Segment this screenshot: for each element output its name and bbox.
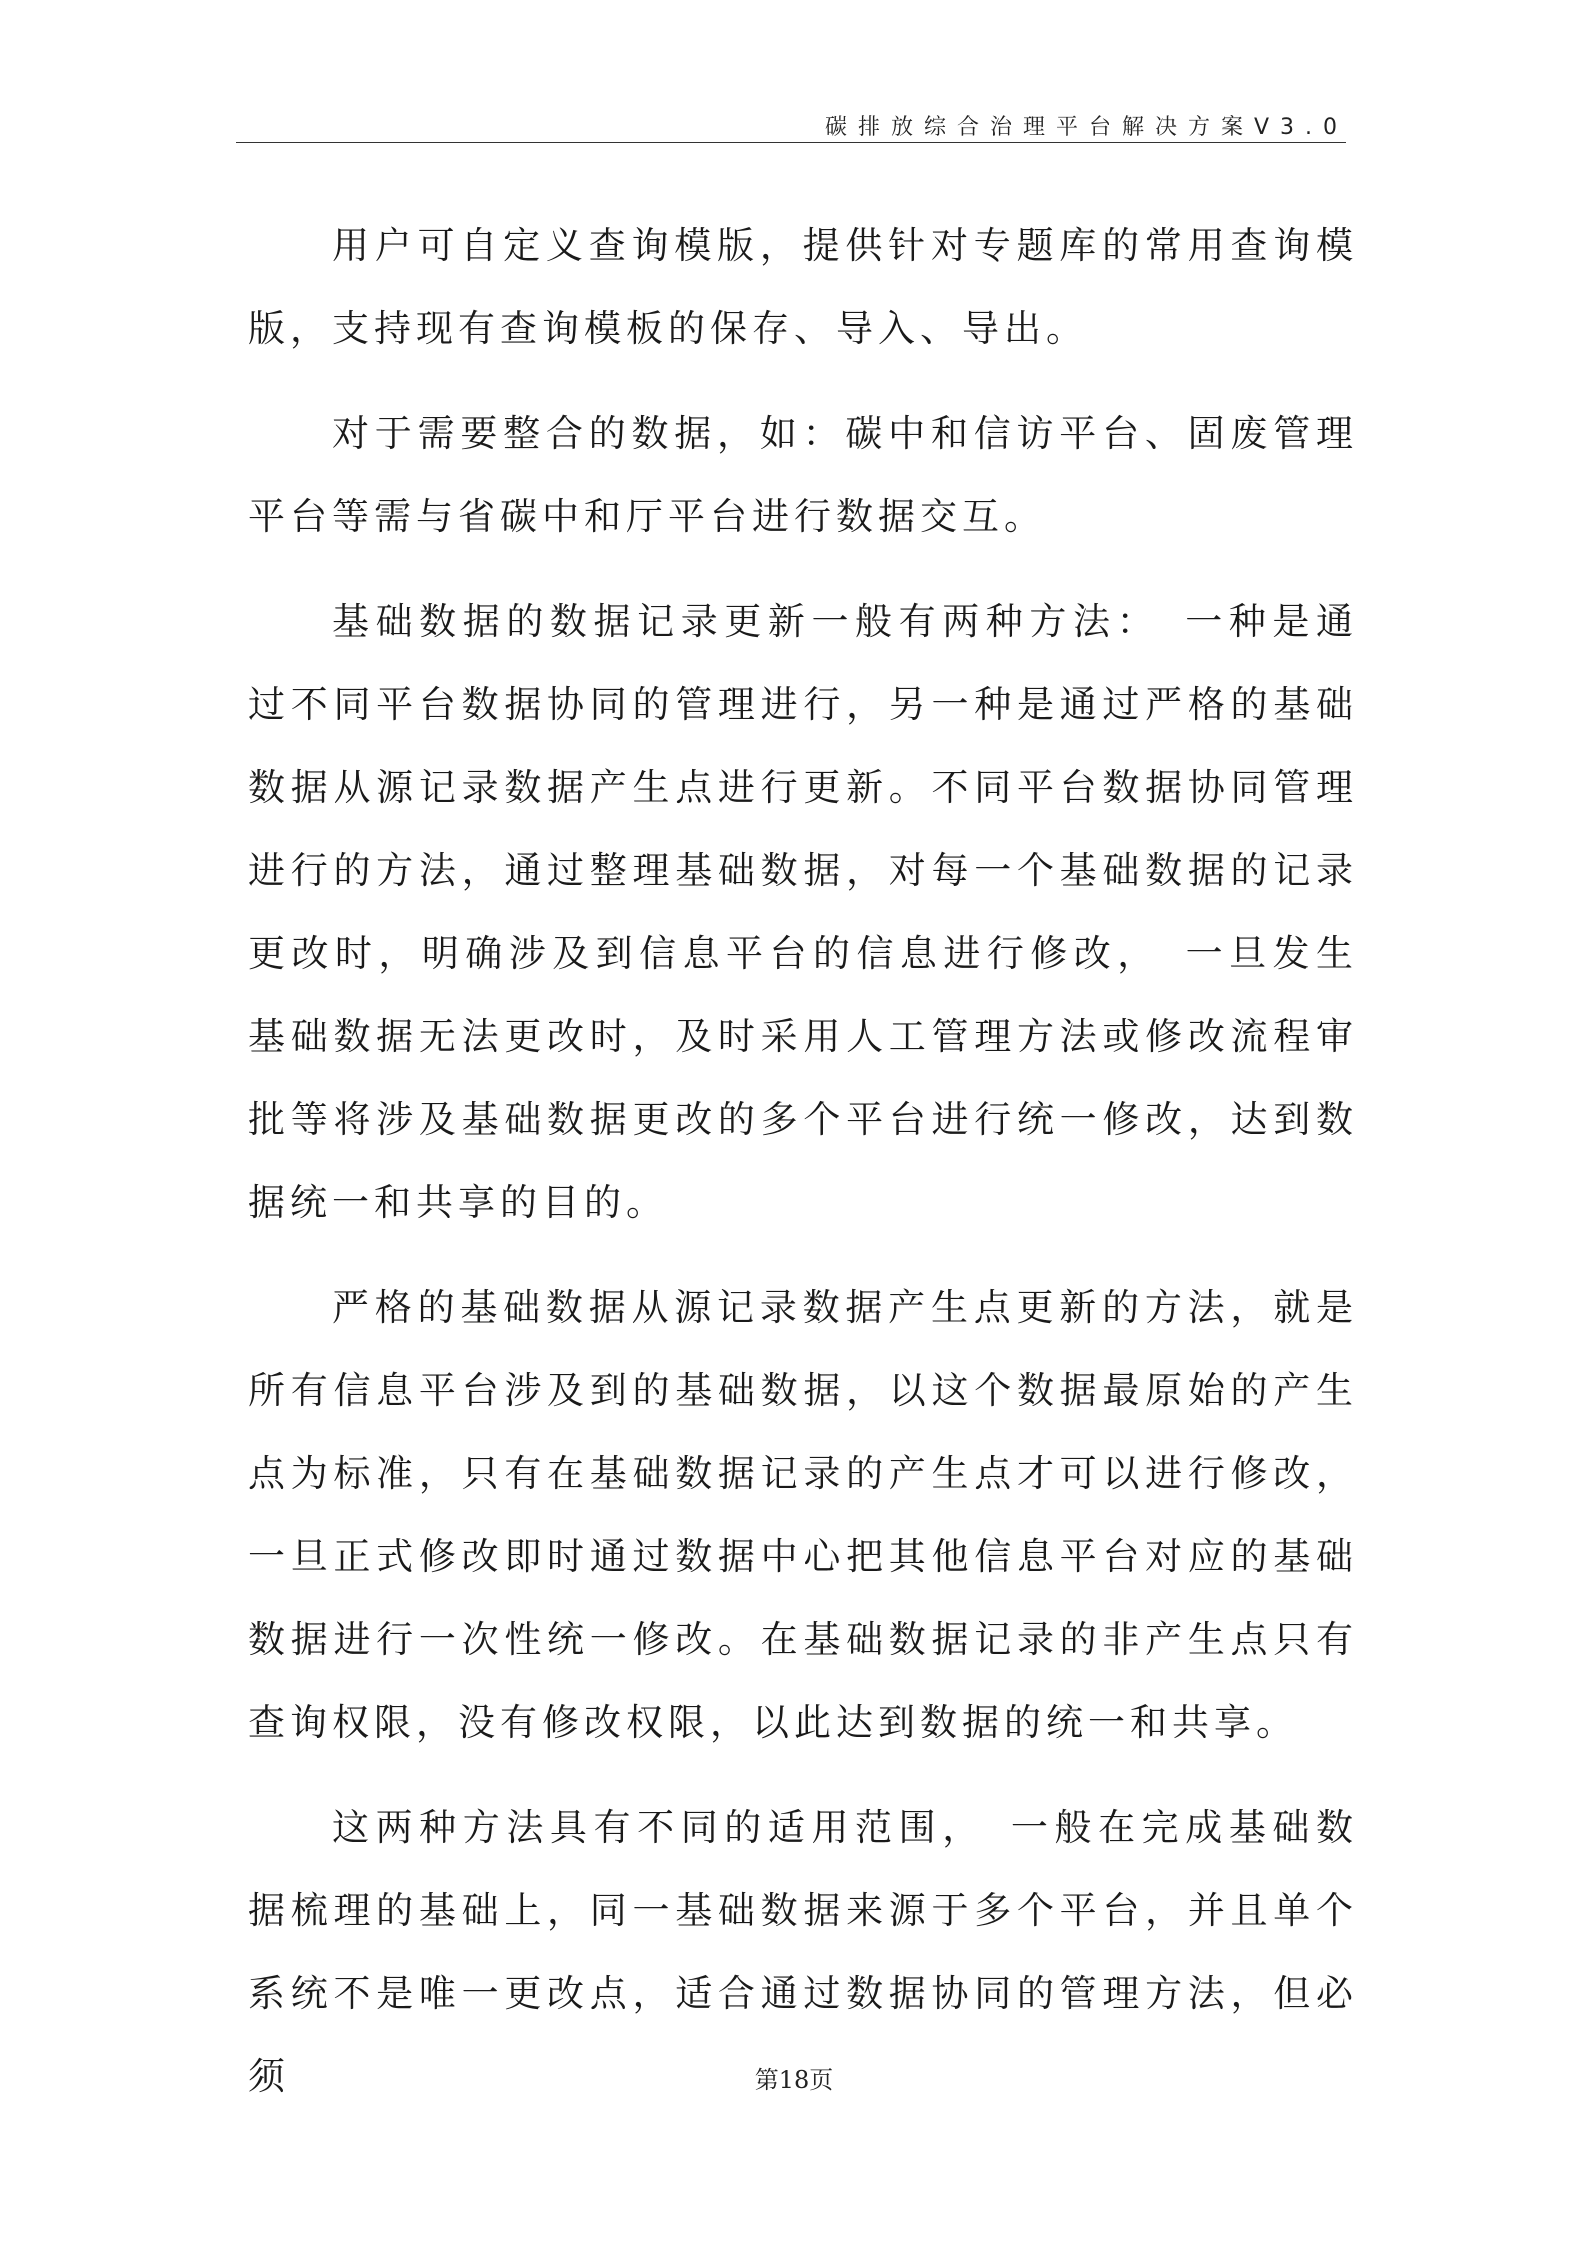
paragraph-3: 基础数据的数据记录更新一般有两种方法： 一种是通过不同平台数据协同的管理进行，另一种是通过严格的基础数据从源记录数据产生点进行更新。不同平台数据协同管理进行的方法，通过整理基础数据，对每一个基础数据的记录更改时，明确涉及到信息平台的信息进行修改， 一旦发生基础数据无法更改时，及时采用人工管理方法或修改流程审批等将涉及基础数据更改的多个平台进行统一修改，达到数据统一和共享的目的。 bbox=[248, 600, 1358, 1224]
body-text bbox=[248, 204, 1358, 2140]
paragraph-5: 这两种方法具有不同的适用范围， 一般在完成基础数据梳理的基础上，同一基础数据来源于多个平台，并且单个系统不是唯一更改点，适合通过数据协同的管理方法，但必须 bbox=[248, 1806, 1358, 2098]
paragraph-1: 用户可自定义查询模版，提供针对专题库的常用查询模版，支持现有查询模板的保存、导入、导出。 bbox=[248, 224, 1358, 350]
header-rule bbox=[236, 142, 1346, 143]
paragraph-2: 对于需要整合的数据，如：碳中和信访平台、固废管理平台等需与省碳中和厅平台进行数据交互。 bbox=[248, 412, 1358, 538]
paragraph-4: 严格的基础数据从源记录数据产生点更新的方法，就是所有信息平台涉及到的基础数据，以这个数据最原始的产生点为标准，只有在基础数据记录的产生点才可以进行修改，一旦正式修改即时通过数据中心把其他信息平台对应的基础数据进行一次性统一修改。在基础数据记录的非产生点只有查询权限，没有修改权限，以此达到数据的统一和共享。 bbox=[248, 1286, 1358, 1744]
header-title: 碳排放综合治理平台解决方案V3.0 bbox=[824, 115, 1348, 140]
page-number: 第18页 bbox=[754, 2066, 834, 2094]
